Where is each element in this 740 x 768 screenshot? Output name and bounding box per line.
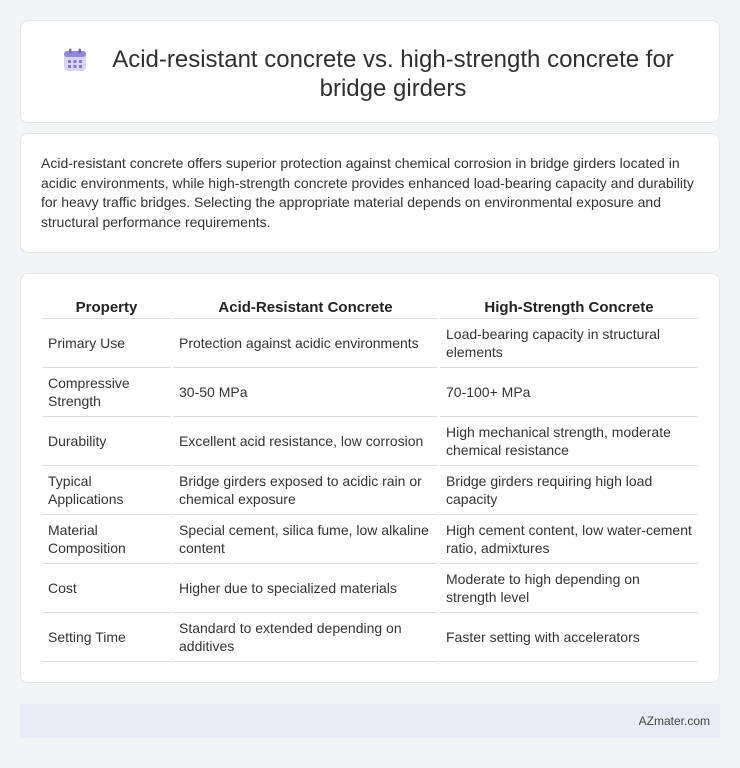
table-row [42,514,698,563]
title-card [20,20,720,123]
high-strength-cell: Faster setting with accelerators [439,612,698,661]
footer-brand: AZmater.com [638,714,710,728]
table-row [42,563,698,612]
high-strength-cell: 70-100+ MPa [439,367,698,416]
column-header-acid-resistant: Acid-Resistant Concrete [172,294,439,318]
intro-paragraph: Acid-resistant concrete offers superior protection against chemical corrosion in bridge girders located in acidic environments, while high-strength concrete provides enhanced load-bearing capacity and durability for heavy traffic bridges. Selecting the appropriate material depends on environmental exposure and structural performance requirements. [41,155,694,230]
property-cell: Compressive Strength [42,367,172,416]
acid-resistant-cell: 30-50 MPa [172,367,439,416]
comparison-table [42,294,698,662]
property-cell: Material Composition [42,514,172,563]
acid-resistant-cell: Special cement, silica fume, low alkaline content [172,514,439,563]
footer-bar [20,704,720,738]
table-row [42,465,698,514]
calendar-icon [62,47,88,73]
column-header-high-strength: High-Strength Concrete [439,294,698,318]
high-strength-cell: High cement content, low water-cement ratio, admixtures [439,514,698,563]
property-cell: Cost [42,563,172,612]
acid-resistant-cell: Higher due to specialized materials [172,563,439,612]
table-row [42,367,698,416]
high-strength-cell: High mechanical strength, moderate chemical resistance [439,416,698,465]
property-cell: Durability [42,416,172,465]
acid-resistant-cell: Standard to extended depending on additives [172,612,439,661]
high-strength-cell: Bridge girders requiring high load capacity [439,465,698,514]
table-row [42,318,698,367]
title-row [21,21,719,103]
property-cell: Primary Use [42,318,172,367]
acid-resistant-cell: Protection against acidic environments [172,318,439,367]
intro-card [20,133,720,253]
property-cell: Typical Applications [42,465,172,514]
page-title: Acid-resistant concrete vs. high-strength concrete for bridge girders [112,46,674,102]
table-row [42,612,698,661]
column-header-property: Property [42,294,172,318]
table-header-row [42,294,698,318]
acid-resistant-cell: Excellent acid resistance, low corrosion [172,416,439,465]
acid-resistant-cell: Bridge girders exposed to acidic rain or chemical exposure [172,465,439,514]
comparison-table-card [20,273,720,683]
high-strength-cell: Moderate to high depending on strength level [439,563,698,612]
property-cell: Setting Time [42,612,172,661]
table-row [42,416,698,465]
high-strength-cell: Load-bearing capacity in structural elements [439,318,698,367]
